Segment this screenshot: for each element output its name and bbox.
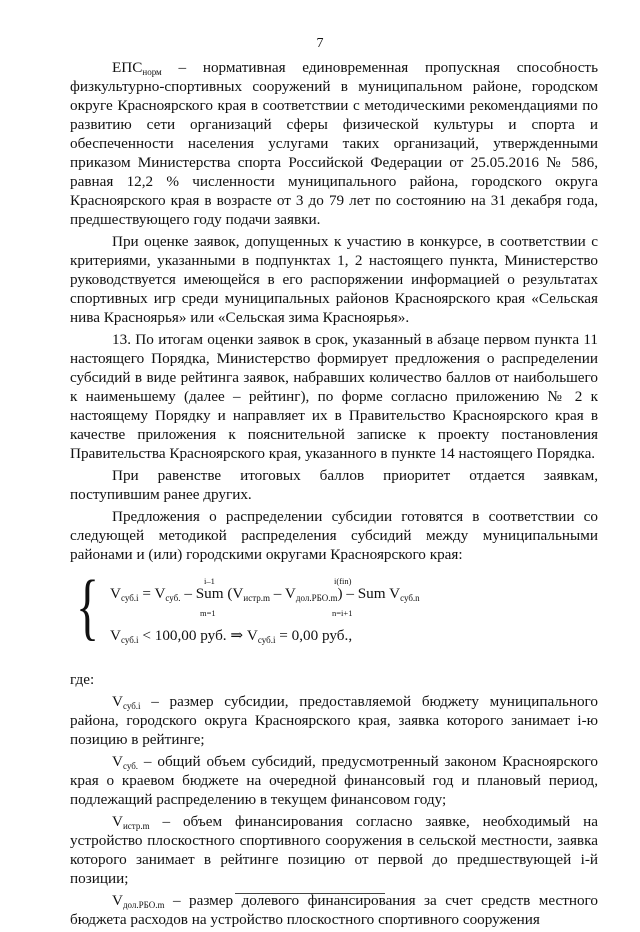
- definition-v-sub-i: $V_{суб.i}$ – размер субсидии, предоставляемой бюджету муниципального района, городского округа Красноярского края, заявка которого занимает i-ю позицию в рейтинге;: [70, 693, 598, 748]
- formula-line-2: $V_{суб.i} < 100,00$ руб. ⇒ $V_{суб.i} = 0,00$ руб.,: [110, 627, 353, 645]
- document-body: [70, 58, 598, 932]
- paragraph-eps: [70, 58, 598, 229]
- paragraph-priority: При оценке заявок, допущенных к участию в конкурсе, в соответствии с критериями, указанными в подпунктах 1, 2 настоящего пункта, Министерство руководствуется имеющейся в его распоряжении информацией о результатах спортивных игр среди муниципальных районов Красноярского края «Сельская нива Красноярья» или «Сельская зима Красноярья».: [70, 233, 598, 326]
- eps-symbol: ЕПС: [112, 59, 143, 76]
- definition-v-istr: $V_{истр.m}$ – объем финансирования согласно заявке, необходимый на устройство плоскостного спортивного сооружения в сельской местности, заявка которого занимает в рейтинге позицию от первой до предшествующей i-й позиции;: [70, 813, 598, 887]
- sum2-lower-limit: n=i+1: [332, 608, 353, 618]
- sum1-upper-limit: i–1: [204, 576, 215, 586]
- paragraph-13: 13. По итогам оценки заявок в срок, указанный в абзаце первом пункта 11 настоящего Порядка, Министерство формирует предложения о распределении субсидий в виде рейтинга заявок, набравших количество баллов от наибольшего к наименьшему (далее – рейтинг), по форме согласно приложению № 2 к настоящему Порядку и направляет их в Правительство Красноярского края в качестве приложения к пояснительной записке к проекту постановления Правительства Красноярского края, указанного в пункте 14 настоящего Порядка.: [70, 331, 598, 462]
- paragraph-equal-scores: При равенстве итоговых баллов приоритет отдается заявкам, поступившим ранее других.: [70, 467, 598, 503]
- definition-v-sub: $V_{суб.}$ – общий объем субсидий, предусмотренный законом Красноярского края о краевом бюджете на очередной финансовый год и плановый период, подлежащий распределению в текущем финансовом году;: [70, 753, 598, 808]
- eps-definition: – нормативная единовременная пропускная способность физкультурно-спортивных сооружений в муниципальном районе, городском округе Красноярского края в соответствии с методическими рекомендациями по развитию сети организаций сферы физической культуры и спорта и обеспеченности населения услугами таких организаций, утвержденными приказом Министерства спорта Российской Федерации от 25.05.2016 № 586, равная 12,2 % численности муниципального района, городского округа Красноярского края в возрасте от 3 до 79 лет по состоянию на 31 декабря года, предшествующего году подачи заявки.: [70, 59, 598, 228]
- formula-line-1: $V_{суб.i} = V_{суб.}$ – Sum $(V_{истр.m} - V_{дол.РБО.m})$ – Sum $V_{суб.n}$: [110, 585, 420, 603]
- footer-rule: [235, 893, 385, 894]
- formula-brace: {: [76, 566, 100, 648]
- page-number: 7: [316, 36, 324, 51]
- sum1-lower-limit: m=1: [200, 608, 216, 618]
- paragraph-methodology: Предложения о распределении субсидии готовятся в соответствии со следующей методикой распределения субсидий между муниципальными районами и (или) городскими округами Красноярского края:: [70, 508, 598, 563]
- sum2-upper-limit: i(fin): [334, 576, 352, 586]
- where-label: где:: [70, 671, 95, 688]
- eps-subscript: норм: [142, 67, 162, 77]
- formula-block: [70, 568, 598, 660]
- definition-v-dol: $V_{дол.РБО.m}$ – размер долевого финансирования за счет средств местного бюджета расходов на устройство плоскостного спортивного сооружения: [70, 892, 598, 928]
